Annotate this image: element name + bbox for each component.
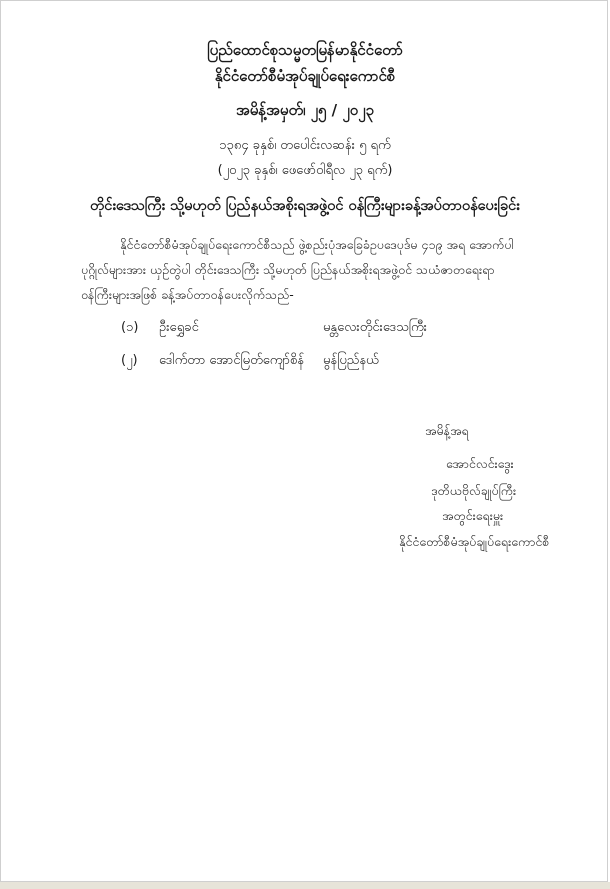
header-country: ပြည်ထောင်စုသမ္မတမြန်မာနိုင်ငံတော်: [207, 41, 403, 59]
body-line-1: နိုင်ငံတော်စီမံအုပ်ချုပ်ရေးကောင်စီသည် ဖွဲ့စည်းပုံအခြေခံဥပဒေပုဒ်မ ၄၁၉ အရ အောက်ပါ: [120, 237, 514, 252]
body-line-2: ပုဂ္ဂိုလ်များအား ယှဉ်တွဲပါ တိုင်းဒေသကြီး သို့မဟုတ် ပြည်နယ်အစိုးရအဖွဲ့ဝင် သယံဇာတရေးရာ: [81, 262, 495, 277]
order-number: အမိန့်အမှတ်၊ ၂၅ / ၂၀၂၃: [236, 101, 374, 119]
date-myanmar: ၁၃၈၄ ခုနှစ်၊ တပေါင်းလဆန်း ၅ ရက်: [219, 138, 391, 153]
body-line-3: ဝန်ကြီးများအဖြစ် ခန့်အပ်တာဝန်ပေးလိုက်သည်-: [81, 287, 294, 302]
signature-by-order: အမိန့်အရ: [425, 423, 469, 438]
signature-title: အတွင်းရေးမှူး: [442, 508, 504, 523]
header-council: နိုင်ငံတော်စီမံအုပ်ချုပ်ရေးကောင်စီ: [214, 67, 396, 85]
appointment-name: ဒေါက်တာ အောင်မြတ်ကျော်စိန်: [159, 353, 304, 368]
bottom-strip: [0, 882, 610, 889]
order-subject: တိုင်းဒေသကြီး သို့မဟုတ် ပြည်နယ်အစိုးရအဖွဲ့ဝင် ဝန်ကြီးများခန့်အပ်တာဝန်ပေးခြင်း: [90, 198, 520, 214]
signature-body: နိုင်ငံတော်စီမံအုပ်ချုပ်ရေးကောင်စီ: [399, 534, 550, 549]
appointment-number: (၂): [121, 353, 138, 368]
date-gregorian: (၂၀၂၃ ခုနှစ်၊ ဖေဖော်ဝါရီလ ၂၃ ရက်): [217, 163, 393, 178]
appointment-region: မွန်ပြည်နယ်: [323, 353, 379, 368]
appointment-region: မန္တလေးတိုင်းဒေသကြီး: [323, 320, 427, 335]
appointment-number: (၁): [121, 320, 139, 335]
appointment-name: ဦးရွှေခင်: [159, 320, 199, 335]
signature-name: အောင်လင်းဒွေး: [446, 456, 514, 471]
signature-rank: ဒုတိယဗိုလ်ချုပ်ကြီး: [431, 483, 517, 498]
